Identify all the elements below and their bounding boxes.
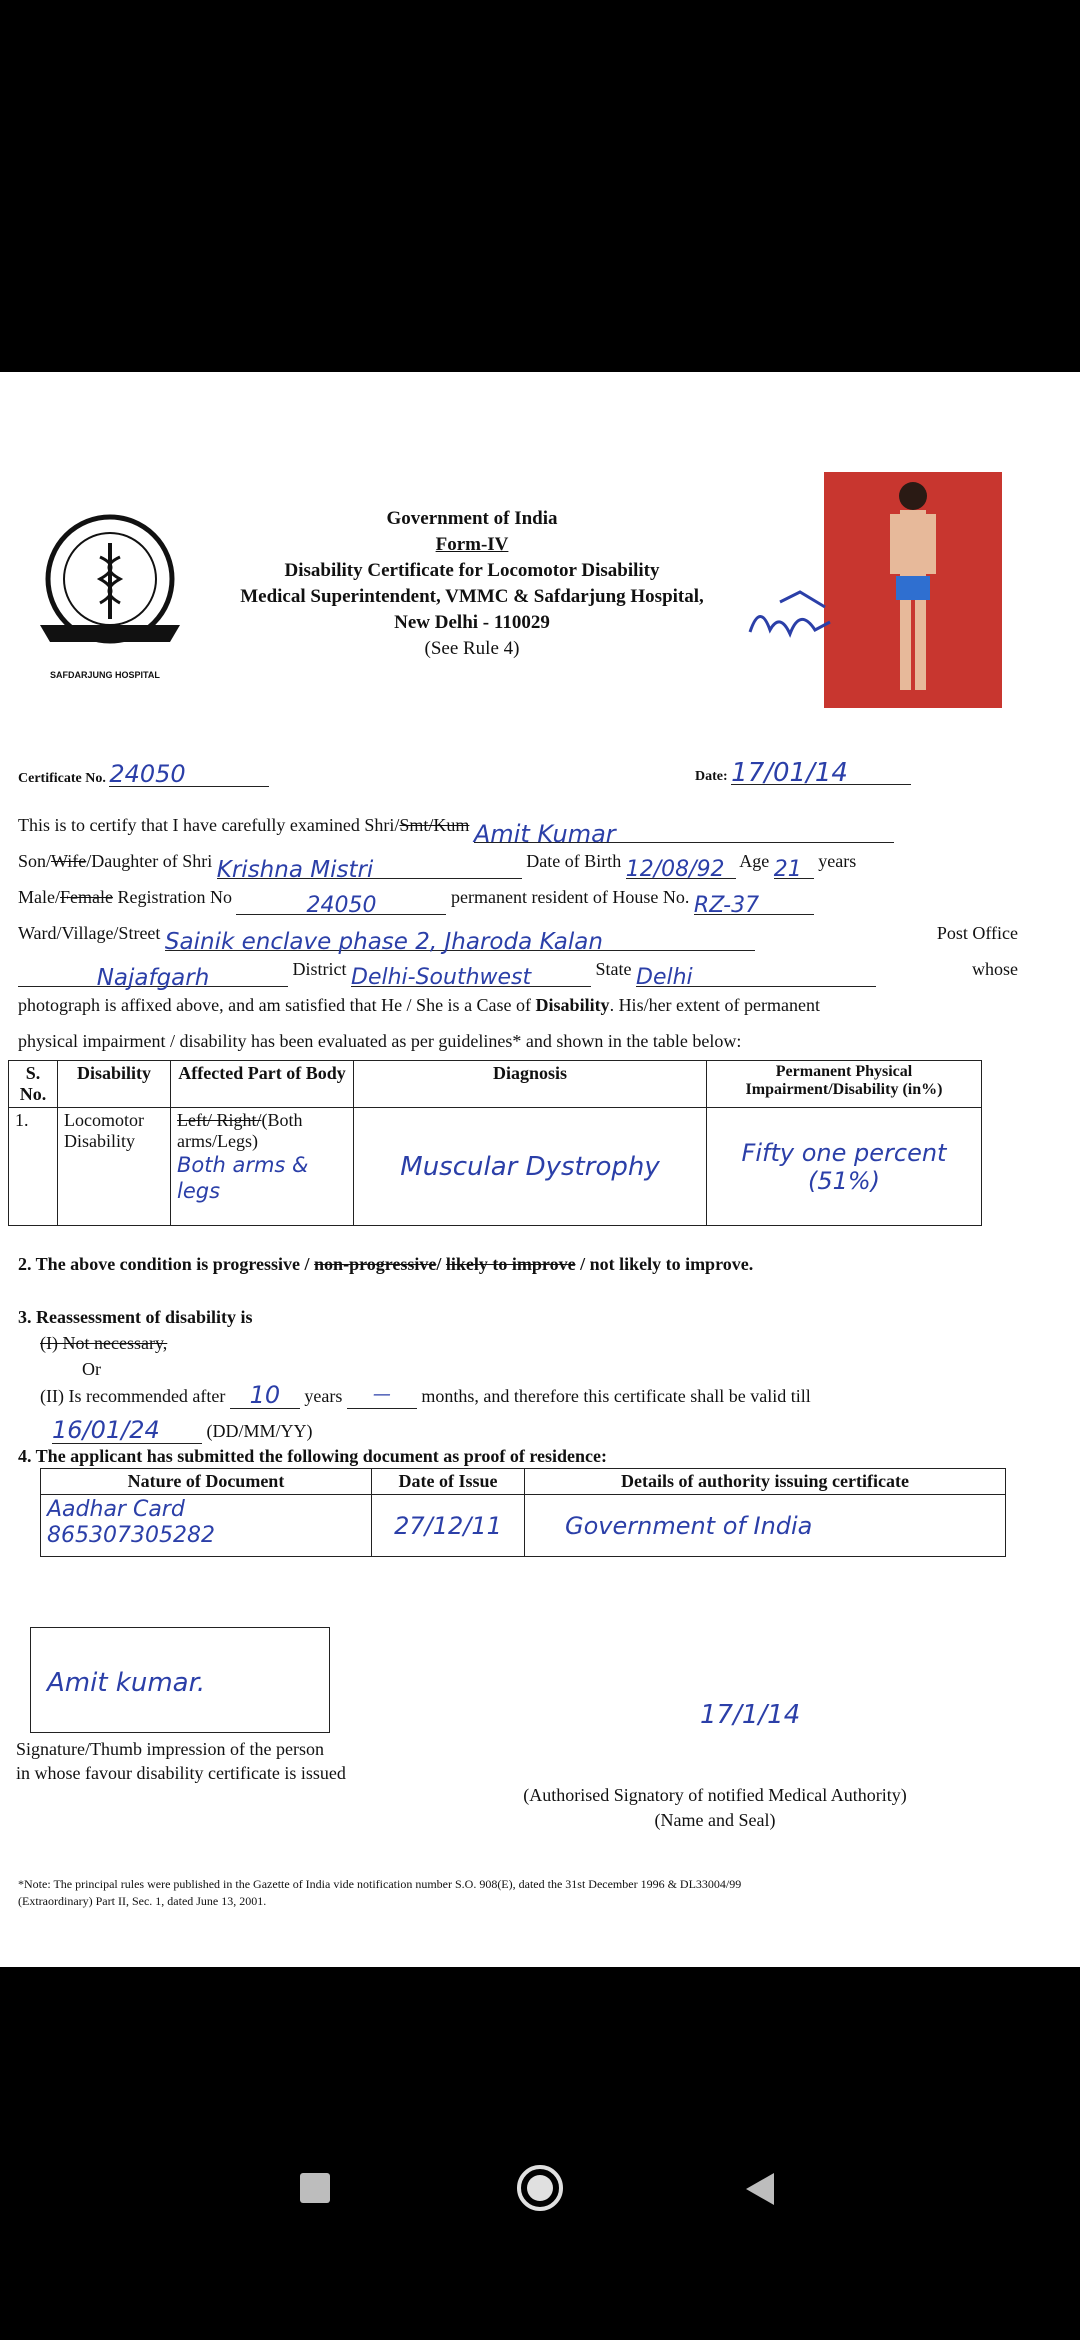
item4-title: 4. The applicant has submitted the following document as proof of residence: bbox=[18, 1446, 608, 1466]
cell-authority: Government of India bbox=[525, 1495, 1006, 1557]
registration-no: 24050 bbox=[236, 888, 446, 915]
reassess-months: — bbox=[347, 1382, 417, 1409]
authority-caption bbox=[470, 1783, 960, 1833]
father-name: Krishna Mistri bbox=[217, 852, 522, 879]
document-number: 865307305282 bbox=[47, 1523, 215, 1548]
home-icon bbox=[515, 2163, 565, 2213]
applicant-caption-1: Signature/Thumb impression of the person bbox=[16, 1739, 324, 1759]
line1-text: This is to certify that I have carefully examined Shri/ bbox=[18, 815, 400, 835]
district-value: Delhi-Southwest bbox=[351, 960, 591, 987]
photo-attestation-mark bbox=[740, 582, 870, 652]
street-value: Sainik enclave phase 2, Jharoda Kalan bbox=[165, 924, 755, 951]
part-struck: Left/ Right/ bbox=[177, 1110, 262, 1130]
header-line1: Government of India bbox=[386, 508, 558, 529]
item2-b: / bbox=[436, 1254, 446, 1274]
valid-till-row bbox=[18, 1417, 1018, 1444]
part-printed: (Both arms/Legs) bbox=[177, 1110, 303, 1151]
age-label: Age bbox=[739, 851, 770, 871]
cell-part bbox=[171, 1108, 354, 1226]
line3-a: Male/ bbox=[18, 887, 60, 907]
post-office-label: Post Office bbox=[936, 923, 1018, 943]
line1-struck: Smt/Kum bbox=[399, 815, 470, 835]
item2-struck-2: likely to improve bbox=[445, 1254, 576, 1274]
dob-value: 12/08/92 bbox=[626, 852, 736, 879]
item3-recommended bbox=[18, 1382, 1018, 1409]
header-rule: (See Rule 4) bbox=[424, 638, 520, 659]
age-value: 21 bbox=[774, 852, 814, 879]
col-percent: Permanent Physical Impairment/Disability (in%) bbox=[707, 1061, 982, 1108]
item3-title: 3. Reassessment of disability is bbox=[18, 1307, 253, 1327]
item2-struck-1: non-progressive bbox=[314, 1254, 437, 1274]
line3-b: Registration No bbox=[112, 887, 232, 907]
house-no: RZ-37 bbox=[694, 888, 814, 915]
home-button[interactable] bbox=[515, 2163, 565, 2213]
item3-post: months, and therefore this certificate shall be valid till bbox=[421, 1386, 811, 1406]
item3-or: Or bbox=[82, 1359, 101, 1379]
residence-proof-table bbox=[40, 1468, 1006, 1557]
cell-issue-date: 27/12/11 bbox=[372, 1495, 525, 1557]
navigation-bar bbox=[0, 1967, 1080, 2340]
cell-diagnosis: Muscular Dystrophy bbox=[354, 1108, 707, 1226]
line3-struck: Female bbox=[60, 887, 113, 907]
line6-bold: Disability bbox=[535, 995, 610, 1015]
applicant-caption bbox=[16, 1737, 346, 1785]
cell-document bbox=[41, 1495, 372, 1557]
item2-a: 2. The above condition is progressive / bbox=[18, 1254, 315, 1274]
col-part: Affected Part of Body bbox=[171, 1061, 354, 1108]
whose-label: whose bbox=[972, 959, 1018, 979]
date-value: 17/01/14 bbox=[731, 758, 911, 785]
dob-label: Date of Birth bbox=[526, 851, 622, 871]
state-label: State bbox=[595, 959, 632, 979]
valid-till-date: 16/01/24 bbox=[52, 1417, 202, 1444]
body-line-7: physical impairment / disability has been evaluated as per guidelines* and shown in the table below: bbox=[18, 1031, 742, 1051]
reassessment-section bbox=[18, 1304, 1018, 1444]
certificate-body bbox=[18, 807, 1018, 1059]
applicant-caption-2: in whose favour disability certificate is issued bbox=[16, 1763, 346, 1783]
patient-name: Amit Kumar bbox=[474, 816, 894, 843]
body-line-6 bbox=[18, 987, 1018, 1023]
applicant-signature-box bbox=[30, 1627, 330, 1733]
cell-percent: Fifty one percent (51%) bbox=[707, 1108, 982, 1226]
header-form: Form-IV bbox=[435, 534, 509, 555]
body-line-1 bbox=[18, 807, 1018, 848]
applicant-signature: Amit kumar. bbox=[47, 1668, 206, 1698]
line2-struck: Wife bbox=[51, 851, 87, 871]
footnote-line-1: *Note: The principal rules were published in the Gazette of India vide notification number S.O. 908(E), dated the 31st December 1996 & DL33004/99 bbox=[18, 1877, 742, 1891]
disability-table bbox=[8, 1060, 982, 1226]
header-city: New Delhi - 110029 bbox=[394, 612, 550, 633]
col-issue-date: Date of Issue bbox=[372, 1469, 525, 1495]
certificate-number-row bbox=[18, 760, 269, 787]
back-button[interactable] bbox=[742, 2171, 776, 2207]
years-label: years bbox=[304, 1386, 343, 1406]
state-value: Delhi bbox=[636, 960, 876, 987]
col-sno: S. No. bbox=[9, 1061, 58, 1108]
cell-sno: 1. bbox=[9, 1108, 58, 1226]
reassess-years: 10 bbox=[230, 1382, 300, 1409]
line6-a: photograph is affixed above, and am satisfied that He / She is a Case of bbox=[18, 995, 532, 1015]
status-area bbox=[0, 0, 1080, 372]
item3-pre: (II) Is recommended after bbox=[40, 1386, 226, 1406]
district-label: District bbox=[292, 959, 347, 979]
post-office-value: Najafgarh bbox=[18, 960, 288, 987]
age-unit: years bbox=[818, 851, 857, 871]
body-line-3 bbox=[18, 879, 1018, 918]
col-diagnosis: Diagnosis bbox=[354, 1061, 707, 1108]
back-icon bbox=[742, 2171, 776, 2207]
resident-label: permanent resident of House No. bbox=[450, 887, 690, 907]
footnote bbox=[18, 1876, 1018, 1910]
col-document: Nature of Document bbox=[41, 1469, 372, 1495]
street-label: Ward/Village/Street bbox=[18, 923, 161, 943]
body-line-4 bbox=[18, 915, 1018, 955]
body-line-2 bbox=[18, 843, 1018, 883]
document-name: Aadhar Card bbox=[47, 1497, 185, 1522]
certificate-document bbox=[0, 372, 1080, 1967]
line2-b: /Daughter of Shri bbox=[86, 851, 213, 871]
header-authority: Medical Superintendent, VMMC & Safdarjung Hospital, bbox=[240, 586, 704, 607]
item3-not-necessary: (I) Not necessary, bbox=[40, 1333, 168, 1353]
part-handwritten: Both arms & legs bbox=[177, 1153, 309, 1203]
recent-apps-button[interactable] bbox=[300, 2173, 330, 2203]
date-row bbox=[695, 758, 911, 788]
authority-caption-1: (Authorised Signatory of notified Medical Authority) bbox=[523, 1785, 907, 1805]
col-disability: Disability bbox=[58, 1061, 171, 1108]
col-authority: Details of authority issuing certificate bbox=[525, 1469, 1006, 1495]
footnote-line-2: (Extraordinary) Part II, Sec. 1, dated June 13, 2001. bbox=[18, 1894, 267, 1908]
line6-b: . His/her extent of permanent bbox=[609, 995, 820, 1015]
condition-statement bbox=[18, 1254, 753, 1275]
authority-signature: 17/1/14 bbox=[700, 1700, 801, 1730]
cert-no-value: 24050 bbox=[109, 760, 269, 787]
item2-c: / not likely to improve. bbox=[575, 1254, 754, 1274]
line2-a: Son/ bbox=[18, 851, 52, 871]
body-line-5 bbox=[18, 951, 1018, 991]
authority-caption-2: (Name and Seal) bbox=[654, 1810, 776, 1830]
cell-disability: Locomotor Disability bbox=[58, 1108, 171, 1226]
header-title: Disability Certificate for Locomotor Disability bbox=[284, 560, 660, 581]
date-label: Date: bbox=[695, 769, 728, 784]
date-format: (DD/MM/YY) bbox=[206, 1421, 313, 1441]
logo-bottom-text: SAFDARJUNG HOSPITAL bbox=[50, 670, 160, 680]
cert-no-label: Certificate No. bbox=[18, 771, 106, 786]
